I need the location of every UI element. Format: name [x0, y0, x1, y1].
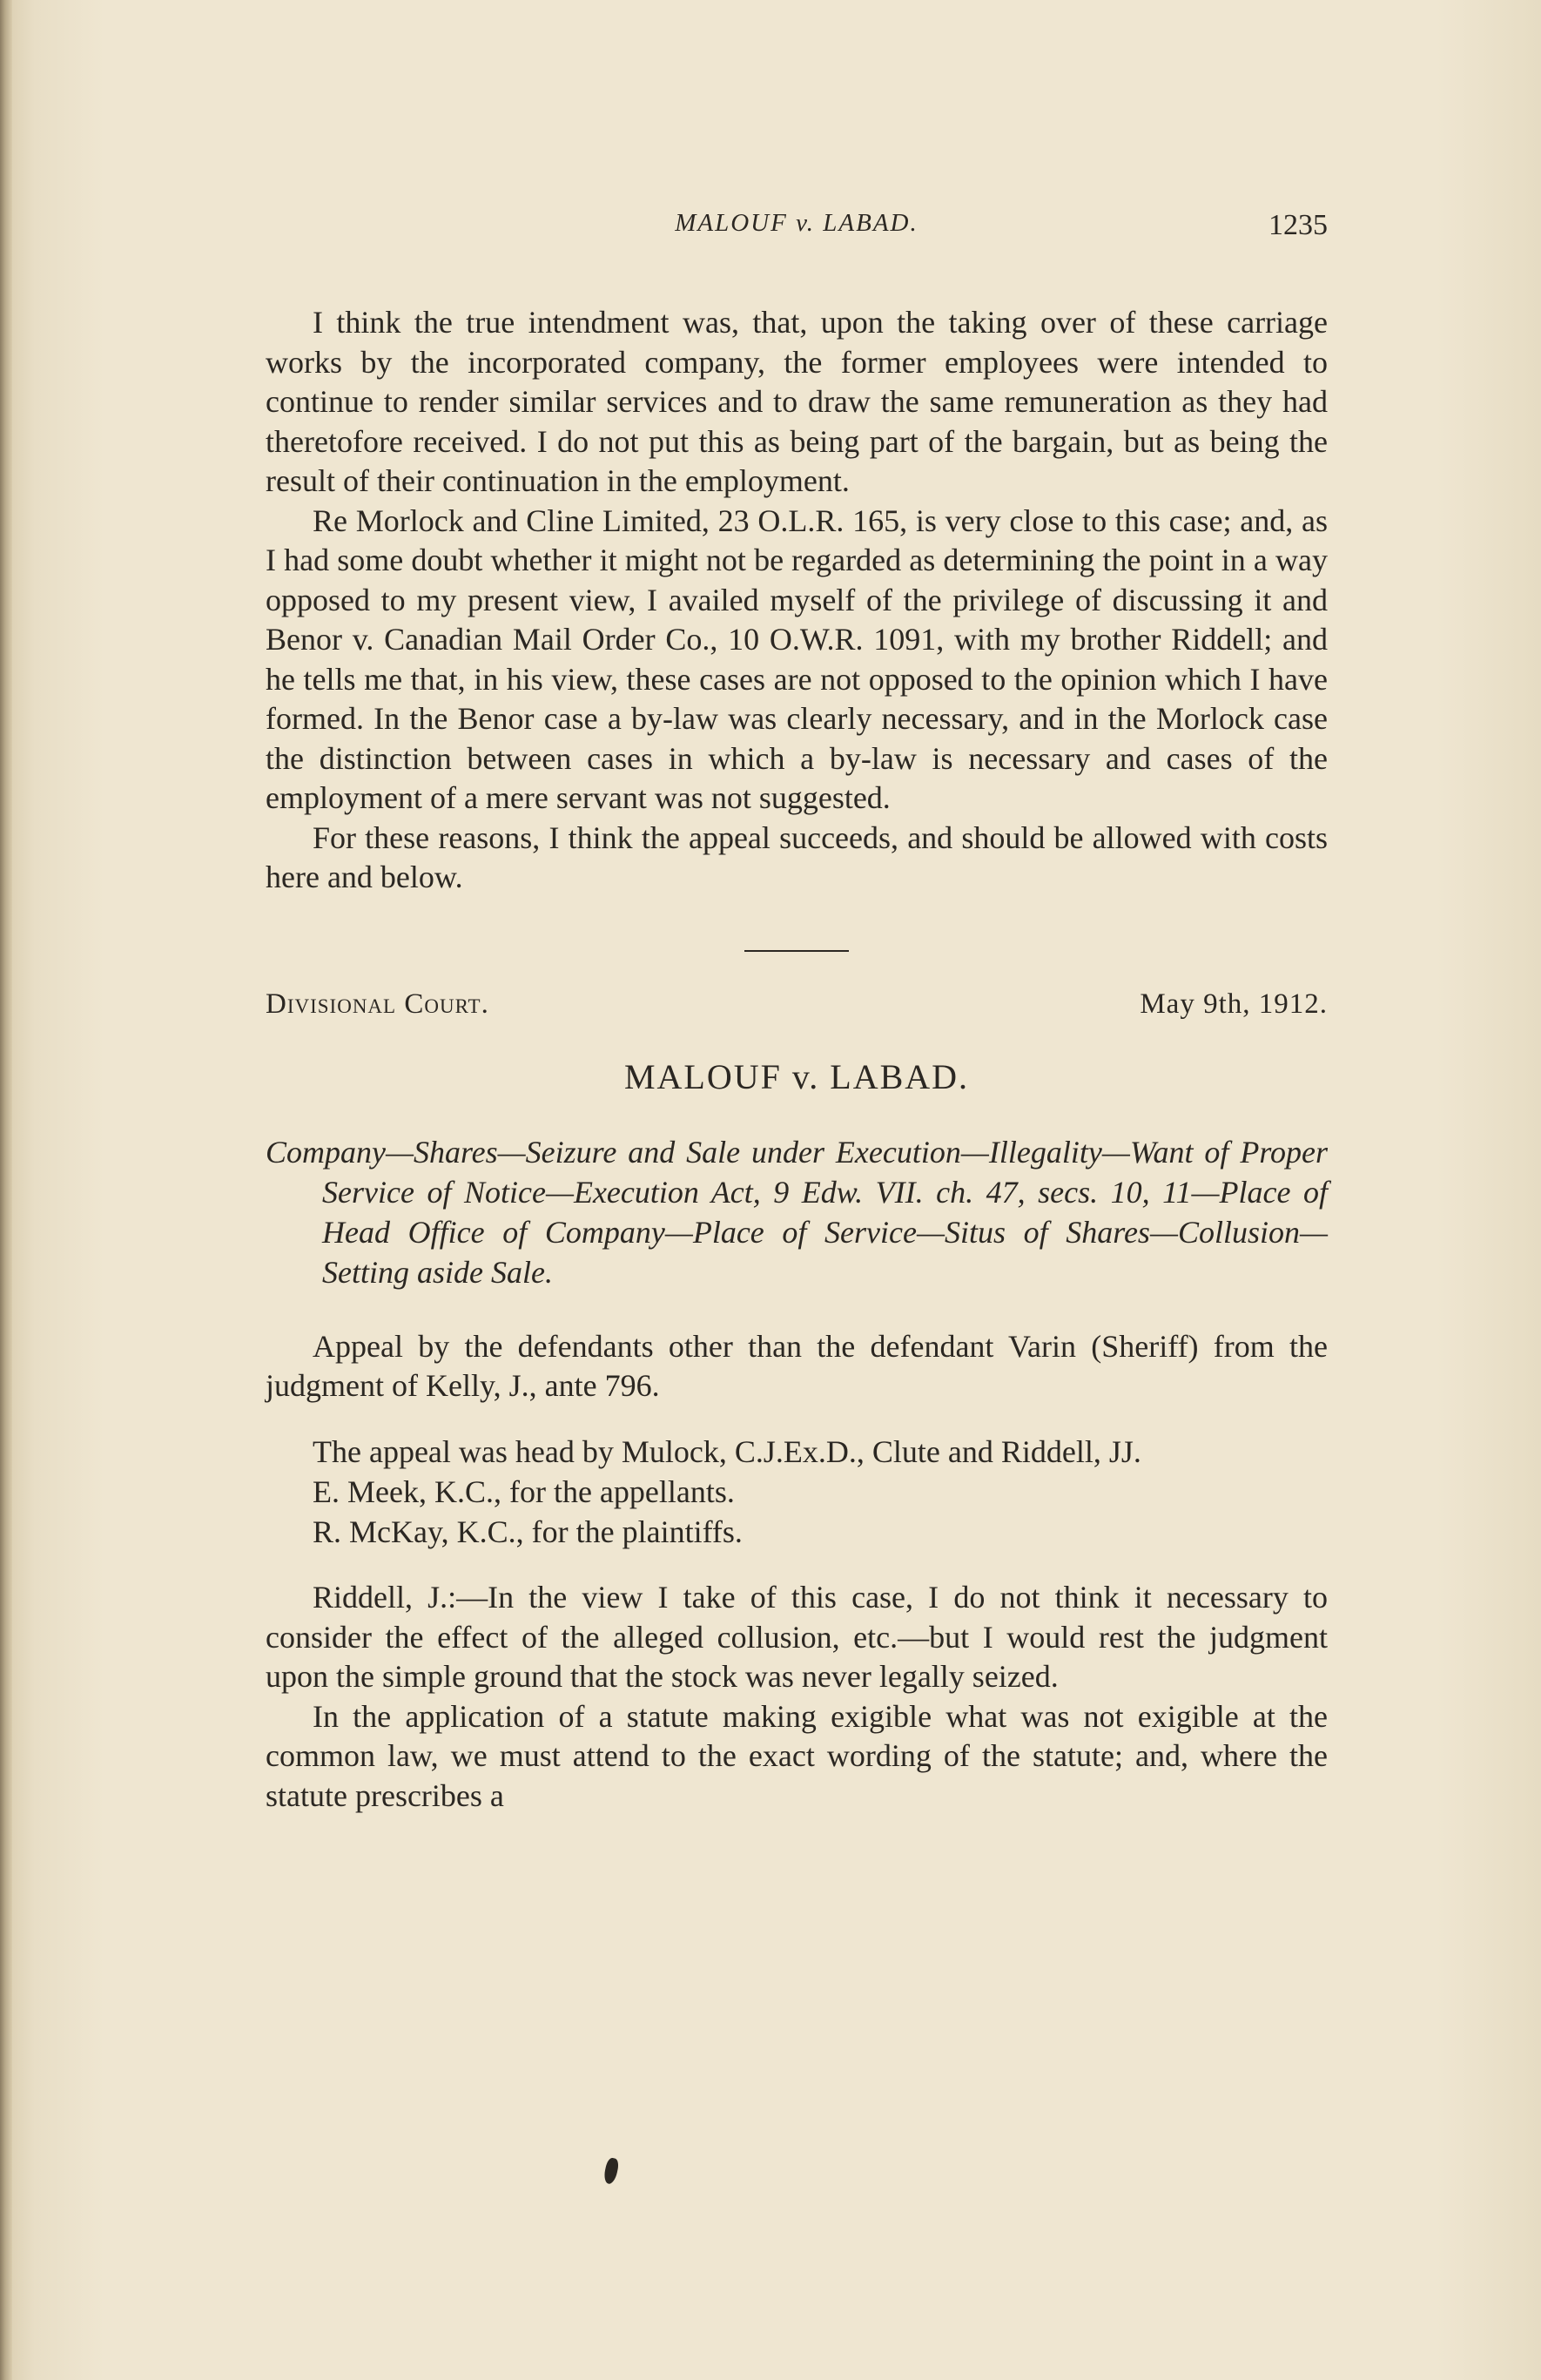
appeal-statement: Appeal by the defendants other than the defendant Varin (Sheriff) from the judgment of Kelly, J., ante 796. [266, 1328, 1328, 1403]
judgment-paragraph-2: In the application of a statute making exigible what was not exigible at the common law, we must attend to the exact wording of the statute; and, where the statute prescribes a [266, 1698, 1328, 1813]
decision-date: May 9th, 1912. [1140, 988, 1328, 1020]
headnote: Company—Shares—Seizure and Sale under Execution—Illegality—Want of Proper Service of Notice—Execution Act, 9 Edw. VII. ch. 47, secs. 10, 11—Place of Head Office of Company—Place of Service—Situs of Shares—Collusion—Setting aside Sale. [266, 1134, 1328, 1290]
page-number: 1235 [1268, 209, 1328, 241]
counsel-plaintiffs: R. McKay, K.C., for the plaintiffs. [313, 1514, 743, 1549]
ink-mark [602, 2157, 620, 2185]
spacer [266, 1552, 1328, 1578]
text-column [266, 209, 1328, 1816]
counsel-appellants: E. Meek, K.C., for the appellants. [313, 1474, 735, 1509]
section-divider [744, 950, 849, 952]
case-title: MALOUF v. LABAD. [623, 1056, 970, 1096]
court-name: Divisional Court. [266, 988, 489, 1020]
previous-judgment-paragraph-1: I think the true intendment was, that, upon the taking over of these carriage works by the incorporated company, the former employees were intended to continue to render similar services and to draw the same remuneration as they had theretofore received. I do not put this as being part of the bargain, but as being the result of their continuation in the employment. [266, 305, 1328, 498]
judgment-paragraph-1: Riddell, J.:—In the view I take of this case, I do not think it necessary to consider the effect of the alleged collusion, etc.—but I would rest the judgment upon the simple ground that the stock was never legally seized. [266, 1580, 1328, 1694]
book-spine-shadow [0, 0, 12, 2380]
previous-judgment-paragraph-3: For these reasons, I think the appeal succeeds, and should be allowed with costs here and below. [266, 819, 1328, 894]
spacer [266, 1406, 1328, 1433]
running-title: MALOUF v. LABAD. [675, 209, 919, 237]
running-head [266, 209, 1328, 261]
heard-by-statement: The appeal was head by Mulock, C.J.Ex.D., Clute and Riddell, JJ. [313, 1433, 1141, 1469]
court-line [266, 988, 1328, 1032]
previous-judgment-paragraph-2: Re Morlock and Cline Limited, 23 O.L.R. 165, is very close to this case; and, as I had some doubt whether it might not be regarded as determining the point in a way opposed to my present view, I availed myself of the privilege of discussing it and Benor v. Canadian Mail Order Co., 10 O.W.R. 1091, with my brother Riddell; and he tells me that, in his view, these cases are not opposed to the opinion which I have formed. In the Benor case a by-law was clearly necessary, and in the Morlock case the distinction between cases in which a by-law is necessary and cases of the employment of a mere servant was not suggested. [266, 502, 1328, 815]
